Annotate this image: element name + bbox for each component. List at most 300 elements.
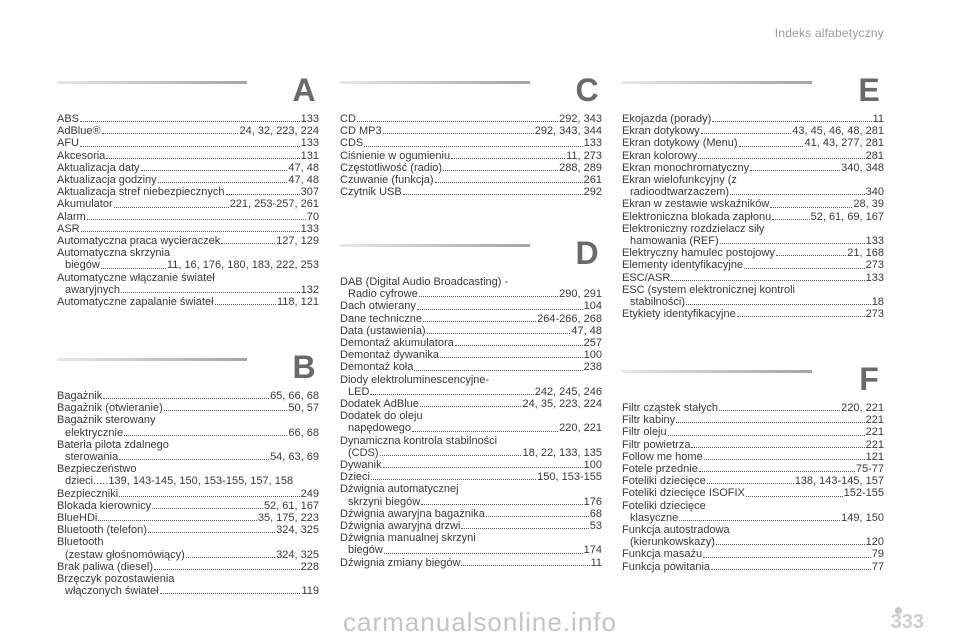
index-entry (57, 439, 319, 451)
index-entry (57, 162, 319, 174)
watermark: carmanualsonline.info (343, 607, 617, 637)
entry-pages: 257 (583, 337, 602, 350)
dot-leader (461, 528, 588, 529)
entry-term: Automatyczne włączanie świateł (57, 271, 215, 284)
entry-pages: 28, 39 (853, 198, 884, 211)
index-entry (57, 259, 319, 271)
entry-term: Data (ustawienia) (340, 324, 426, 337)
section-f (622, 362, 884, 573)
dot-leader (737, 316, 865, 317)
entry-term: Ekran dotykowy (622, 125, 700, 138)
entry-pages: 11, 16, 176, 180, 183, 222, 253 (166, 259, 319, 272)
section-header (57, 350, 319, 390)
entry-term: włączonych świateł (65, 585, 159, 598)
index-entry (57, 235, 319, 247)
index-entry (622, 439, 884, 451)
index-entry (340, 471, 602, 483)
index-entry (340, 186, 602, 198)
entry-pages: 100 (583, 349, 602, 362)
dot-leader (370, 394, 533, 395)
dot-leader (81, 231, 300, 232)
index-entry (57, 284, 319, 296)
dot-leader (704, 459, 865, 460)
dot-leader (102, 133, 239, 134)
entry-pages: 11 (872, 113, 884, 125)
entry-term: Funkcja masażu (622, 548, 703, 561)
entry-term: skrzyni biegów (348, 495, 421, 508)
entry-pages: 133 (583, 137, 602, 150)
dot-leader (226, 194, 300, 195)
dot-leader (679, 520, 840, 521)
entry-term: Dźwignia zmiany biegów (340, 556, 461, 569)
index-entry (340, 162, 602, 174)
index-entry (622, 137, 884, 149)
entry-term: Ekran kolorowy (622, 149, 698, 162)
entry-term: Bezpieczniki (57, 487, 119, 500)
dot-leader (668, 435, 865, 436)
entry-term: Bezpieczeństwo (57, 463, 137, 476)
entry-pages: 133 (300, 113, 319, 125)
index-entries (340, 276, 602, 569)
index-entry (622, 414, 884, 426)
index-entry (622, 223, 884, 235)
dot-leader (403, 194, 583, 195)
index-entry (340, 386, 602, 398)
entry-pages: 340, 348 (841, 161, 884, 174)
index-entries (622, 113, 884, 320)
dot-leader (152, 508, 263, 509)
entry-pages: 118, 121 (276, 296, 319, 309)
dot-leader (357, 121, 558, 122)
dot-leader (699, 471, 855, 472)
entry-pages: 53 (589, 520, 602, 533)
dot-leader (707, 483, 794, 484)
dot-leader (420, 406, 522, 407)
section-letter: A (292, 72, 316, 108)
index-entry (340, 447, 602, 459)
index-entry (622, 186, 884, 198)
dot-leader (80, 146, 300, 147)
entry-term: Filtr kabiny (622, 414, 676, 427)
index-entry (622, 500, 884, 512)
index-entry (57, 451, 319, 463)
entry-term: awaryjnych (65, 283, 121, 296)
entry-pages: 47, 48 (571, 324, 602, 337)
entry-term: Elektroniczny rozdzielacz siły (622, 222, 765, 235)
section-letter: B (292, 349, 316, 385)
dot-leader (421, 504, 583, 505)
dot-leader (164, 410, 288, 411)
entry-pages: 79 (871, 548, 884, 561)
section-divider (622, 370, 812, 373)
dot-leader (486, 516, 589, 517)
index-entries (622, 402, 884, 573)
entry-term: Dach otwierany (340, 300, 416, 313)
entry-term: Bluetooth (57, 536, 104, 549)
entry-term: Dane techniczne (340, 312, 422, 325)
dot-leader (414, 370, 582, 371)
index-entry (57, 512, 319, 524)
index-entry (622, 487, 884, 499)
index-entry (340, 337, 602, 349)
entry-term: Ekran monochromatyczny (622, 161, 750, 174)
index-entry (57, 247, 319, 259)
entry-term: Brak paliwa (diesel) (57, 560, 153, 573)
entry-term: Dodatek do oleju (340, 410, 423, 423)
dot-leader (719, 410, 840, 411)
dot-leader (124, 435, 287, 436)
entry-term: Dywanik (340, 459, 382, 472)
entry-term: stabilności) (630, 296, 686, 309)
dot-leader (148, 532, 275, 533)
entry-term: napędowego (348, 422, 412, 435)
dot-leader (412, 431, 558, 432)
entry-pages: 47, 48 (288, 161, 319, 174)
entry-term: Ekran w zestawie wskaźników (622, 198, 770, 211)
entry-pages: 290, 291 (559, 288, 602, 301)
entry-term: Foteliki dziecięce (622, 499, 706, 512)
dot-leader (87, 219, 306, 220)
index-entry (622, 308, 884, 320)
index-entry (57, 585, 319, 597)
section-letter: E (858, 72, 880, 108)
index-entry (57, 272, 319, 284)
index-entry (340, 288, 602, 300)
entry-pages: 120 (865, 536, 884, 549)
dot-leader (119, 459, 269, 460)
index-entry (340, 520, 602, 532)
index-entry (57, 174, 319, 186)
page-number: 333 (890, 611, 924, 633)
entry-term: Częstotliwość (radio) (340, 161, 443, 174)
entry-pages: 133 (865, 235, 884, 248)
entry-term: ASR (57, 222, 80, 235)
entry-pages: 249 (300, 487, 319, 500)
entry-term: DAB (Digital Audio Broadcasting) - (340, 276, 509, 288)
entry-term: Aktualizacja daty (57, 161, 140, 174)
index-entry (57, 113, 319, 125)
dot-leader (121, 292, 300, 293)
index-entry (622, 296, 884, 308)
entry-pages: 35, 175, 223 (257, 512, 319, 525)
entry-term: AFU (57, 137, 79, 150)
index-entry (340, 422, 602, 434)
entry-term: hamowania (REF) (630, 235, 719, 248)
dot-leader (691, 447, 864, 448)
section-header (340, 73, 602, 113)
dot-leader (455, 345, 583, 346)
dot-leader (443, 170, 558, 171)
index-entries (57, 390, 319, 597)
index-entry (622, 125, 884, 137)
entry-term: Dźwignia automatycznej (340, 483, 459, 496)
index-entries (57, 113, 319, 308)
dot-leader (440, 357, 583, 358)
index-entry (622, 272, 884, 284)
index-entry (622, 524, 884, 536)
index-entry (340, 276, 602, 288)
section-divider (340, 81, 530, 84)
entry-term: Elektroniczna blokada zapłonu (622, 210, 772, 223)
entry-term: Ekran wielofunkcyjny (z (622, 174, 737, 187)
index-entry (57, 488, 319, 500)
dot-leader (451, 158, 565, 159)
index-entry (340, 557, 602, 569)
entry-term: Brzęczyk pozostawienia (57, 573, 175, 586)
index-entry (622, 561, 884, 573)
dot-leader (676, 422, 864, 423)
index-entry (622, 284, 884, 296)
entry-term: CDS (340, 137, 364, 150)
dot-leader (371, 479, 536, 480)
index-entry (57, 475, 319, 487)
index-entry (622, 113, 884, 125)
entry-pages: 70 (306, 210, 319, 223)
entry-term: sterowania (65, 451, 119, 464)
entry-term: elektrycznie (65, 426, 124, 439)
dot-leader (720, 243, 865, 244)
entry-term: Follow me home (622, 450, 703, 463)
index-entry (340, 125, 602, 137)
index-entry (340, 459, 602, 471)
dot-leader (215, 304, 276, 305)
entry-term: Radio cyfrowe (348, 288, 418, 301)
dot-leader (730, 194, 865, 195)
index-entry (340, 150, 602, 162)
entry-pages: 288, 289 (559, 161, 602, 174)
index-entry (340, 496, 602, 508)
dot-leader (746, 496, 843, 497)
entry-term: Etykiety identyfikacyjne (622, 308, 736, 321)
index-entry (340, 544, 602, 556)
entry-pages: 264-266, 268 (537, 312, 602, 325)
entry-term: AdBlue® (57, 125, 101, 138)
section-divider (622, 81, 812, 84)
dot-leader (686, 304, 871, 305)
index-entry (622, 247, 884, 259)
entry-pages: 43, 45, 46, 48, 281 (792, 125, 884, 138)
section-e (622, 73, 884, 320)
entry-pages: 242, 245, 246 (534, 385, 602, 398)
entry-term: ESC/ASR (622, 271, 671, 284)
index-entry (57, 125, 319, 137)
dot-leader (750, 170, 840, 171)
section-letter: F (859, 361, 879, 397)
index-entry (340, 435, 602, 447)
index-entry (340, 113, 602, 125)
dot-leader (106, 158, 299, 159)
section-letter: D (575, 235, 599, 271)
entry-term: ESC (system elektronicznej kontroli (622, 283, 796, 296)
section-divider (340, 244, 530, 247)
index-entry (340, 174, 602, 186)
entry-pages: 11 (590, 556, 602, 569)
index-entry (622, 259, 884, 271)
index-entry (57, 223, 319, 235)
entry-pages: 152-155 (843, 487, 884, 500)
entry-pages: 47, 48 (288, 174, 319, 187)
entry-term: Czuwanie (funkcja) (340, 174, 434, 187)
entry-pages: 131 (300, 149, 319, 162)
index-entry (622, 512, 884, 524)
entry-term: Filtr cząstek stałych (622, 402, 718, 414)
entry-term: (CDS) (348, 446, 379, 459)
dot-leader (711, 569, 871, 570)
entry-term: Filtr powietrza (622, 438, 691, 451)
entry-term: Dzieci (340, 471, 370, 484)
index-entry (622, 198, 884, 210)
index-entry (622, 211, 884, 223)
entry-pages: 66, 68 (288, 426, 319, 439)
index-entry (622, 150, 884, 162)
entry-pages: 41, 43, 277, 281 (804, 137, 884, 150)
dot-leader (103, 398, 269, 399)
entry-term: Ekojazda (porady) (622, 113, 712, 125)
index-entry (57, 402, 319, 414)
entry-term: BlueHDi (57, 512, 98, 525)
index-entry (622, 402, 884, 414)
entry-pages: 52, 61, 167 (263, 499, 319, 512)
index-entry (57, 573, 319, 585)
entry-term: Elektryczny hamulec postojowy (622, 247, 775, 260)
entry-pages: 292, 343, 344 (534, 125, 602, 138)
entry-term: Automatyczna skrzynia (57, 247, 171, 260)
entry-pages: 21, 168 (847, 247, 884, 260)
dot-leader (671, 280, 864, 281)
entry-term: Dźwignia awaryjna drzwi (340, 520, 461, 533)
index-entry (57, 549, 319, 561)
entry-pages: 221 (865, 438, 884, 451)
dot-leader (384, 553, 583, 554)
entry-pages: 11, 273 (566, 149, 602, 162)
entry-pages: 221 (865, 426, 884, 439)
entry-term: Dźwignia manualnej skrzyni (340, 532, 476, 545)
section-divider (57, 358, 247, 361)
entry-pages: 100 (583, 459, 602, 472)
entry-term: Bagażnik sterowany (57, 414, 156, 427)
entry-pages: 220, 221 (841, 402, 884, 414)
entry-term: Aktualizacja godziny (57, 174, 157, 187)
entry-pages: 220, 221 (559, 422, 602, 435)
section-header (622, 362, 884, 402)
dot-leader (712, 121, 871, 122)
index-entry (57, 150, 319, 162)
index-entry (57, 390, 319, 402)
entry-term: Fotele przednie (622, 463, 698, 476)
entry-pages: 133 (865, 271, 884, 284)
dot-leader (221, 243, 275, 244)
running-head-title: Indeks alfabetyczny (774, 26, 884, 40)
entry-pages: 121 (865, 450, 884, 463)
dot-leader (772, 219, 809, 220)
entry-term: Demontaż akumulatora (340, 337, 454, 350)
dot-leader (739, 146, 804, 147)
index-entry (340, 374, 602, 386)
index-entry (57, 427, 319, 439)
index-entry (57, 198, 319, 210)
dot-leader (141, 170, 288, 171)
entry-term: Dodatek AdBlue (340, 398, 419, 411)
entry-term: Alarm (57, 210, 86, 223)
index-entries (340, 113, 602, 198)
entry-pages: 50, 57 (288, 402, 319, 415)
entry-pages: 77 (871, 560, 884, 573)
dot-leader (417, 309, 583, 310)
entry-term: Foteliki dziecięce ISOFIX (622, 487, 745, 500)
entry-term: dzieci.....139, 143-145, 150, 153-155, 157, 158 (65, 475, 294, 488)
index-entry (57, 137, 319, 149)
index-entry (57, 211, 319, 223)
entry-pages: 132 (300, 283, 319, 296)
dot-leader (435, 182, 583, 183)
index-entry (622, 235, 884, 247)
index-entry (57, 414, 319, 426)
entry-term: Dźwignia awaryjna bagażnika (340, 507, 485, 520)
entry-term: Demontaż koła (340, 361, 414, 374)
dot-leader (160, 593, 301, 594)
entry-term: Elementy identyfikacyjne (622, 259, 744, 272)
section-header (57, 73, 319, 113)
entry-pages: 133 (300, 137, 319, 150)
entry-pages: 104 (583, 300, 602, 313)
entry-term: Funkcja powitania (622, 560, 711, 573)
index-entry (57, 463, 319, 475)
index-entry (340, 483, 602, 495)
entry-pages: 261 (583, 174, 602, 187)
entry-pages: 174 (583, 544, 602, 557)
dot-leader (776, 255, 846, 256)
entry-pages: 18, 22, 133, 135 (522, 446, 602, 459)
entry-pages: 52, 61, 69, 167 (810, 210, 884, 223)
index-entry (622, 475, 884, 487)
entry-pages: 24, 32, 223, 224 (239, 125, 319, 138)
entry-pages: 324, 325 (276, 524, 319, 537)
entry-term: Bateria pilota zdalnego (57, 438, 169, 451)
section-header (340, 236, 602, 276)
index-entry (57, 524, 319, 536)
index-entry (57, 561, 319, 573)
entry-pages: 324, 325 (276, 548, 319, 561)
dot-leader (770, 207, 852, 208)
index-entry (622, 174, 884, 186)
dot-leader (158, 182, 288, 183)
entry-term: Akcesoria (57, 149, 106, 162)
dot-leader (383, 467, 583, 468)
entry-pages: 176 (583, 495, 602, 508)
entry-term: Filtr oleju (622, 426, 667, 439)
entry-term: Dynamiczna kontrola stabilności (340, 434, 498, 447)
entry-term: Czytnik USB (340, 186, 402, 199)
entry-term: ABS (57, 113, 80, 125)
index-entry (57, 500, 319, 512)
entry-term: CD MP3 (340, 125, 382, 138)
index-entry (622, 426, 884, 438)
dot-leader (114, 207, 229, 208)
entry-term: LED (348, 385, 370, 398)
entry-term: Funkcja autostradowa (622, 524, 730, 537)
index-entry (57, 186, 319, 198)
entry-pages: 133 (300, 222, 319, 235)
entry-term: CD (340, 113, 356, 125)
entry-pages: 68 (589, 507, 602, 520)
dot-leader (419, 296, 558, 297)
entry-term: (kierunkowskazy) (630, 536, 715, 549)
entry-term: Bluetooth (telefon) (57, 524, 147, 537)
entry-pages: 307 (300, 186, 319, 199)
section-header (622, 73, 884, 113)
entry-pages: 119 (301, 585, 319, 598)
section-c (340, 73, 602, 198)
